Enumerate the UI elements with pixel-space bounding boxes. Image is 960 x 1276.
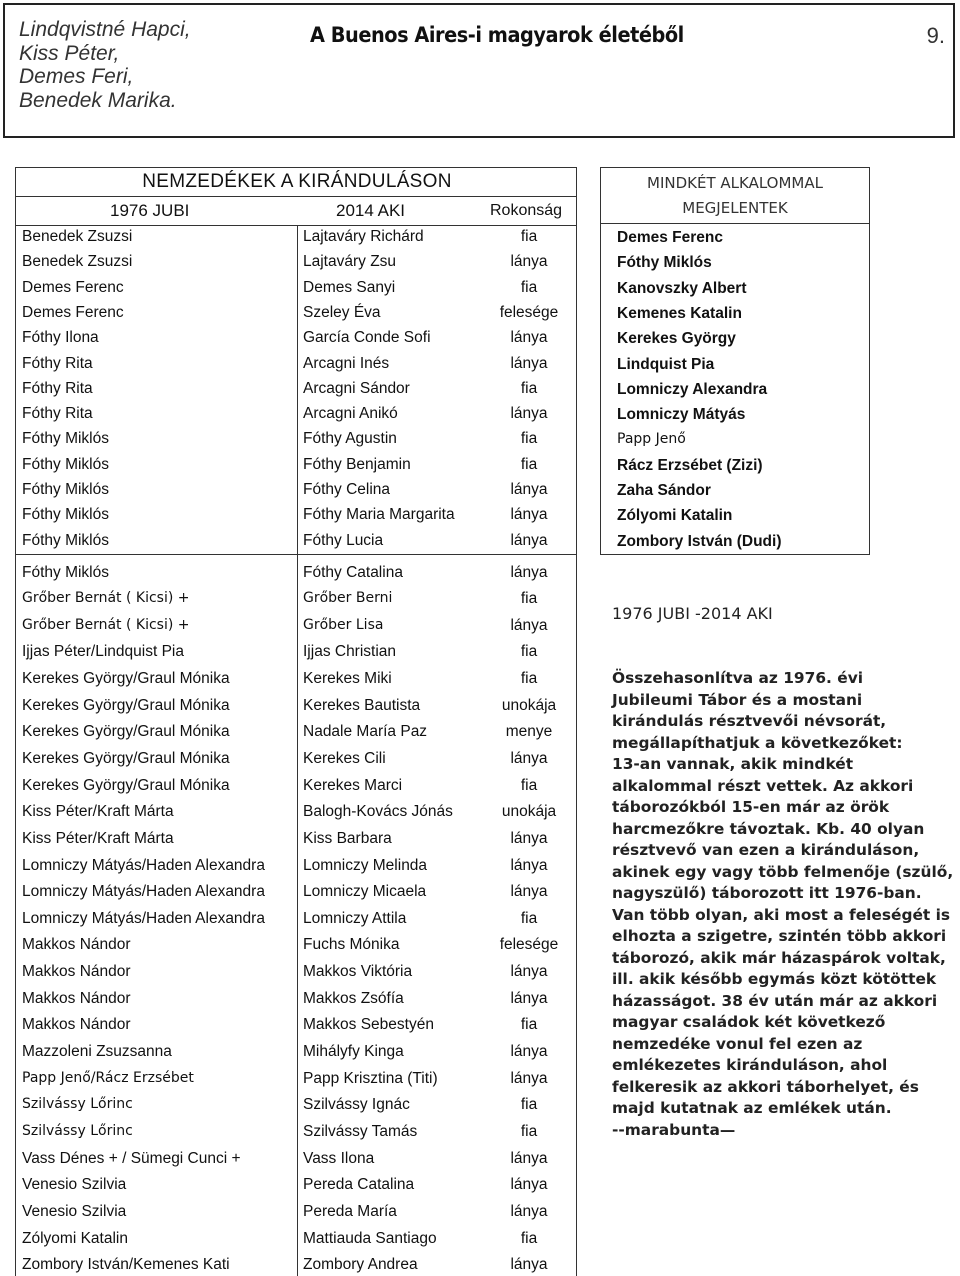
cell-1976: Kerekes György/Graul Mónika: [22, 669, 230, 687]
attendee-name: Lomniczy Mátyás: [617, 406, 746, 424]
cell-2014: Grőber Lisa: [303, 616, 384, 633]
cell-2014: Lomniczy Micaela: [303, 883, 427, 901]
cell-relation: fia: [520, 909, 538, 927]
attendee-name: Zombory István (Dudi): [617, 532, 782, 550]
article-line: ill. akik később egymás közt kötöttek: [612, 970, 937, 988]
cell-1976: Ijjas Péter/Lindquist Pia: [22, 643, 184, 661]
article-line: táborozó, akik már házaspárok voltak,: [612, 948, 946, 967]
column-header-1976: 1976 JUBI: [110, 201, 190, 220]
cell-2014: Ijjas Christian: [303, 643, 397, 661]
cell-1976: Kiss Péter/Kraft Márta: [22, 803, 174, 821]
cell-1976: Mazzoleni Zsuzsanna: [22, 1043, 172, 1061]
cell-1976: Demes Ferenc: [22, 303, 124, 321]
article-line: Van több olyan, aki most a feleségét is: [612, 905, 951, 924]
cell-2014: Grőber Berni: [303, 590, 393, 606]
cell-1976: Kerekes György/Graul Mónika: [22, 696, 230, 714]
cell-relation: lánya: [510, 963, 548, 981]
cell-relation: menye: [505, 723, 553, 741]
both-times-box: [600, 167, 870, 555]
author-line: Lindqvistné Hapci,: [19, 18, 191, 41]
cell-relation: fia: [520, 228, 538, 245]
cell-2014: Fóthy Celina: [303, 481, 391, 498]
article-line: emlékezetes kiránduláson, ahol: [612, 1056, 888, 1074]
article-line: --marabunta—: [612, 1120, 736, 1139]
cell-1976: Fóthy Miklós: [22, 506, 109, 524]
cell-relation: lánya: [510, 1176, 548, 1194]
attendee-name: Demes Ferenc: [617, 229, 723, 246]
cell-2014: García Conde Sofi: [303, 329, 431, 347]
cell-relation: lánya: [510, 1202, 548, 1220]
table-divider: [16, 554, 576, 555]
article-line: harcmezőkre távoztak. Kb. 40 olyan: [612, 819, 925, 838]
article-line: 13-an vannak, akik mindkét: [612, 755, 854, 773]
cell-2014: Kerekes Bautista: [303, 696, 421, 714]
attendee-name: Kemenes Katalin: [617, 304, 742, 322]
cell-relation: fia: [520, 430, 538, 448]
cell-1976: Benedek Zsuzsi: [22, 253, 133, 271]
cell-1976: Kerekes György/Graul Mónika: [22, 776, 230, 794]
article-line: táborozókból 15-en már az örök: [612, 798, 890, 816]
cell-1976: Vass Dénes + / Sümegi Cunci +: [22, 1149, 241, 1167]
cell-relation: lánya: [510, 1256, 548, 1274]
cell-2014: Pereda Catalina: [303, 1176, 415, 1194]
cell-2014: Balogh-Kovács Jónás: [303, 803, 453, 821]
cell-relation: lánya: [510, 1149, 548, 1167]
cell-relation: fia: [520, 590, 538, 607]
cell-2014: Vass Ilona: [303, 1149, 375, 1167]
table-divider: [16, 225, 576, 226]
article-line: akinek egy vagy több felmenője (szülő,: [612, 862, 954, 881]
cell-2014: Fóthy Agustin: [303, 430, 397, 448]
generations-table: [15, 167, 577, 1276]
attendee-name: Papp Jenő: [617, 431, 686, 448]
cell-1976: Fóthy Miklós: [22, 531, 109, 549]
cell-2014: Szeley Éva: [303, 303, 381, 321]
cell-2014: Lomniczy Attila: [303, 909, 407, 927]
table-divider: [16, 196, 576, 197]
article-line: kirándulás résztvevői névsorát,: [612, 712, 887, 730]
cell-relation: fia: [520, 669, 538, 687]
cell-relation: lánya: [510, 354, 548, 372]
cell-1976: Grőber Bernát ( Kicsi) +: [22, 616, 190, 633]
cell-relation: lánya: [510, 405, 548, 423]
article-line: nemzedéke vonul fel ezen az: [612, 1034, 863, 1053]
attendee-name: Lomniczy Alexandra: [617, 380, 768, 398]
attendee-name: Zaha Sándor: [617, 482, 711, 499]
cell-1976: Makkos Nándor: [22, 1016, 131, 1034]
cell-relation: lánya: [510, 883, 548, 901]
article-line: megállapíthatjuk a következőket:: [612, 733, 903, 752]
cell-2014: Fóthy Maria Margarita: [303, 506, 455, 524]
author-line: Benedek Marika.: [19, 88, 177, 112]
cell-2014: Makkos Sebestyén: [303, 1016, 434, 1034]
cell-1976: Venesio Szilvia: [22, 1202, 127, 1220]
cell-2014: Szilvássy Tamás: [303, 1123, 418, 1140]
cell-2014: Arcagni Inés: [303, 354, 390, 372]
cell-2014: Mattiauda Santiago: [303, 1229, 437, 1247]
attendee-name: Lindquist Pia: [617, 355, 715, 373]
cell-2014: Fuchs Mónika: [303, 936, 400, 954]
attendee-name: Kanovszky Albert: [617, 279, 747, 297]
cell-relation: lánya: [510, 506, 548, 524]
cell-relation: lánya: [510, 253, 548, 271]
article-line: felkeresik az akkori táborhelyet, és: [612, 1077, 919, 1096]
cell-1976: Fóthy Rita: [22, 354, 93, 372]
cell-relation: lánya: [510, 1069, 548, 1087]
cell-1976: Fóthy Miklós: [22, 430, 109, 448]
attendee-name: Rácz Erzsébet (Zizi): [617, 456, 763, 474]
cell-relation: lánya: [510, 856, 548, 874]
box-heading: MEGJELENTEK: [682, 199, 788, 217]
article-line: Jubileumi Tábor és a mostani: [612, 690, 863, 709]
authors-block: [19, 18, 191, 112]
cell-1976: Makkos Nándor: [22, 989, 131, 1007]
cell-1976: Lomniczy Mátyás/Haden Alexandra: [22, 856, 265, 874]
cell-relation: fia: [520, 455, 538, 473]
cell-2014: Pereda María: [303, 1202, 397, 1220]
cell-2014: Fóthy Catalina: [303, 564, 403, 581]
cell-1976: Demes Ferenc: [22, 278, 124, 296]
article-title: A Buenos Aires-i magyarok életéből: [310, 23, 684, 47]
cell-2014: Kiss Barbara: [303, 829, 392, 847]
cell-1976: Zólyomi Katalin: [22, 1229, 128, 1247]
cell-1976: Szilvássy Lőrinc: [22, 1096, 133, 1113]
article-line: házasságot. 38 év után már az akkori: [612, 991, 938, 1010]
cell-1976: Benedek Zsuzsi: [22, 228, 133, 245]
cell-1976: Fóthy Miklós: [22, 481, 109, 498]
cell-1976: Papp Jenő/Rácz Erzsébet: [22, 1069, 194, 1086]
cell-relation: unokája: [501, 803, 557, 821]
cell-relation: fia: [520, 1229, 538, 1247]
cell-relation: unokája: [501, 696, 557, 714]
cell-2014: Demes Sanyi: [303, 278, 396, 296]
cell-relation: fia: [520, 776, 538, 794]
cell-2014: Szilvássy Ignác: [303, 1096, 410, 1114]
box-divider: [601, 223, 869, 224]
attendee-name: Zólyomi Katalin: [617, 507, 733, 525]
column-header-2014: 2014 AKI: [336, 201, 406, 220]
cell-1976: Zombory István/Kemenes Kati: [22, 1256, 230, 1274]
table-title: NEMZEDÉKEK A KIRÁNDULÁSON: [142, 171, 452, 192]
article-line: alkalommal részt vettek. Az akkori: [612, 776, 914, 795]
article-line: nagyszülő) táborozott itt 1976-ban.: [612, 884, 922, 902]
cell-1976: Makkos Nándor: [22, 963, 131, 981]
cell-2014: Kerekes Marci: [303, 776, 403, 794]
article-line: elhozta a szigetre, szintén több akkori: [612, 927, 947, 945]
cell-relation: fia: [520, 1016, 538, 1034]
cell-relation: fia: [520, 1096, 538, 1114]
cell-2014: Nadale María Paz: [303, 723, 428, 741]
page-header: [3, 3, 955, 138]
cell-2014: Fóthy Benjamin: [303, 455, 411, 473]
cell-relation: lánya: [510, 531, 548, 549]
cell-1976: Kiss Péter/Kraft Márta: [22, 829, 174, 847]
attendee-name: Fóthy Miklós: [617, 254, 712, 272]
cell-relation: lánya: [510, 329, 548, 347]
article-body: [612, 668, 954, 1141]
cell-2014: Arcagni Sándor: [303, 379, 410, 397]
cell-2014: Zombory Andrea: [303, 1256, 418, 1274]
cell-1976: Fóthy Rita: [22, 405, 93, 423]
cell-1976: Kerekes György/Graul Mónika: [22, 723, 230, 741]
cell-relation: lánya: [510, 481, 548, 498]
cell-2014: Lajtaváry Richárd: [303, 228, 424, 245]
cell-2014: Papp Krisztina (Titi): [303, 1069, 438, 1087]
attendee-name: Kerekes György: [617, 330, 736, 348]
cell-2014: Arcagni Anikó: [303, 405, 398, 423]
cell-1976: Kerekes György/Graul Mónika: [22, 749, 230, 767]
cell-1976: Fóthy Miklós: [22, 455, 109, 473]
article-line: Összehasonlítva az 1976. évi: [612, 669, 864, 687]
cell-1976: Lomniczy Mátyás/Haden Alexandra: [22, 909, 265, 927]
cell-1976: Szilvássy Lőrinc: [22, 1123, 133, 1139]
cell-relation: lánya: [510, 749, 548, 767]
author-line: Demes Feri,: [19, 65, 134, 88]
cell-2014: Kerekes Miki: [303, 669, 392, 687]
cell-2014: Mihályfy Kinga: [303, 1043, 404, 1061]
cell-1976: Fóthy Miklós: [22, 564, 109, 581]
cell-relation: lánya: [510, 1043, 548, 1061]
cell-relation: lánya: [510, 829, 548, 847]
page-number: 9.: [926, 23, 945, 48]
cell-1976: Fóthy Rita: [22, 379, 93, 397]
cell-2014: Fóthy Lucia: [303, 531, 384, 549]
article-line: résztvevő van ezen a kiránduláson,: [612, 841, 920, 859]
column-header-relation: Rokonság: [490, 202, 563, 219]
cell-1976: Grőber Bernát ( Kicsi) +: [22, 590, 190, 606]
article-line: majd kutatnak az emlékek után.: [612, 1099, 892, 1117]
cell-1976: Fóthy Ilona: [22, 329, 99, 347]
box-heading: MINDKÉT ALKALOMMAL: [647, 174, 823, 192]
cell-relation: fia: [520, 1123, 538, 1140]
cell-2014: Lomniczy Melinda: [303, 856, 428, 874]
cell-relation: felesége: [499, 303, 559, 321]
cell-relation: lánya: [510, 616, 548, 634]
cell-2014: Kerekes Cili: [303, 749, 386, 767]
column-divider: [297, 225, 298, 1276]
cell-1976: Venesio Szilvia: [22, 1176, 127, 1194]
cell-relation: lánya: [510, 989, 548, 1007]
cell-relation: fia: [520, 379, 538, 397]
cell-relation: fia: [520, 643, 538, 661]
cell-relation: felesége: [499, 936, 559, 954]
article-subtitle: 1976 JUBI -2014 AKI: [612, 604, 773, 623]
cell-1976: Makkos Nándor: [22, 936, 131, 954]
article-line: magyar családok két következő: [612, 1013, 886, 1031]
author-line: Kiss Péter,: [19, 41, 120, 65]
cell-relation: fia: [520, 278, 538, 296]
cell-relation: lánya: [510, 564, 548, 581]
cell-1976: Lomniczy Mátyás/Haden Alexandra: [22, 883, 265, 901]
cell-2014: Makkos Viktória: [303, 963, 413, 981]
cell-2014: Makkos Zsófía: [303, 989, 404, 1007]
cell-2014: Lajtaváry Zsu: [303, 253, 397, 271]
